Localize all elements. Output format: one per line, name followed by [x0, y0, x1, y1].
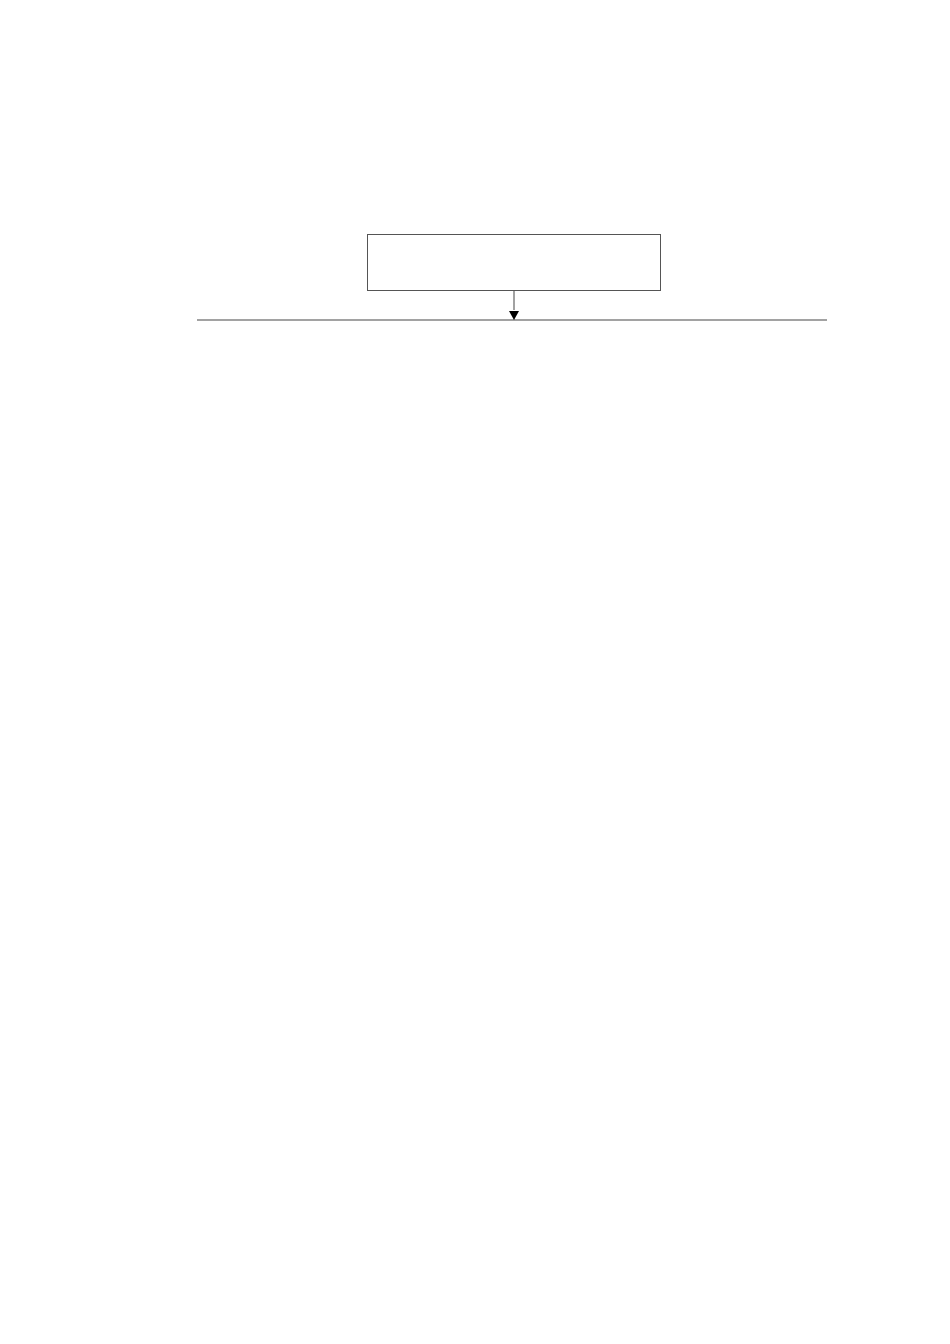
root-arrow-icon [509, 311, 519, 320]
